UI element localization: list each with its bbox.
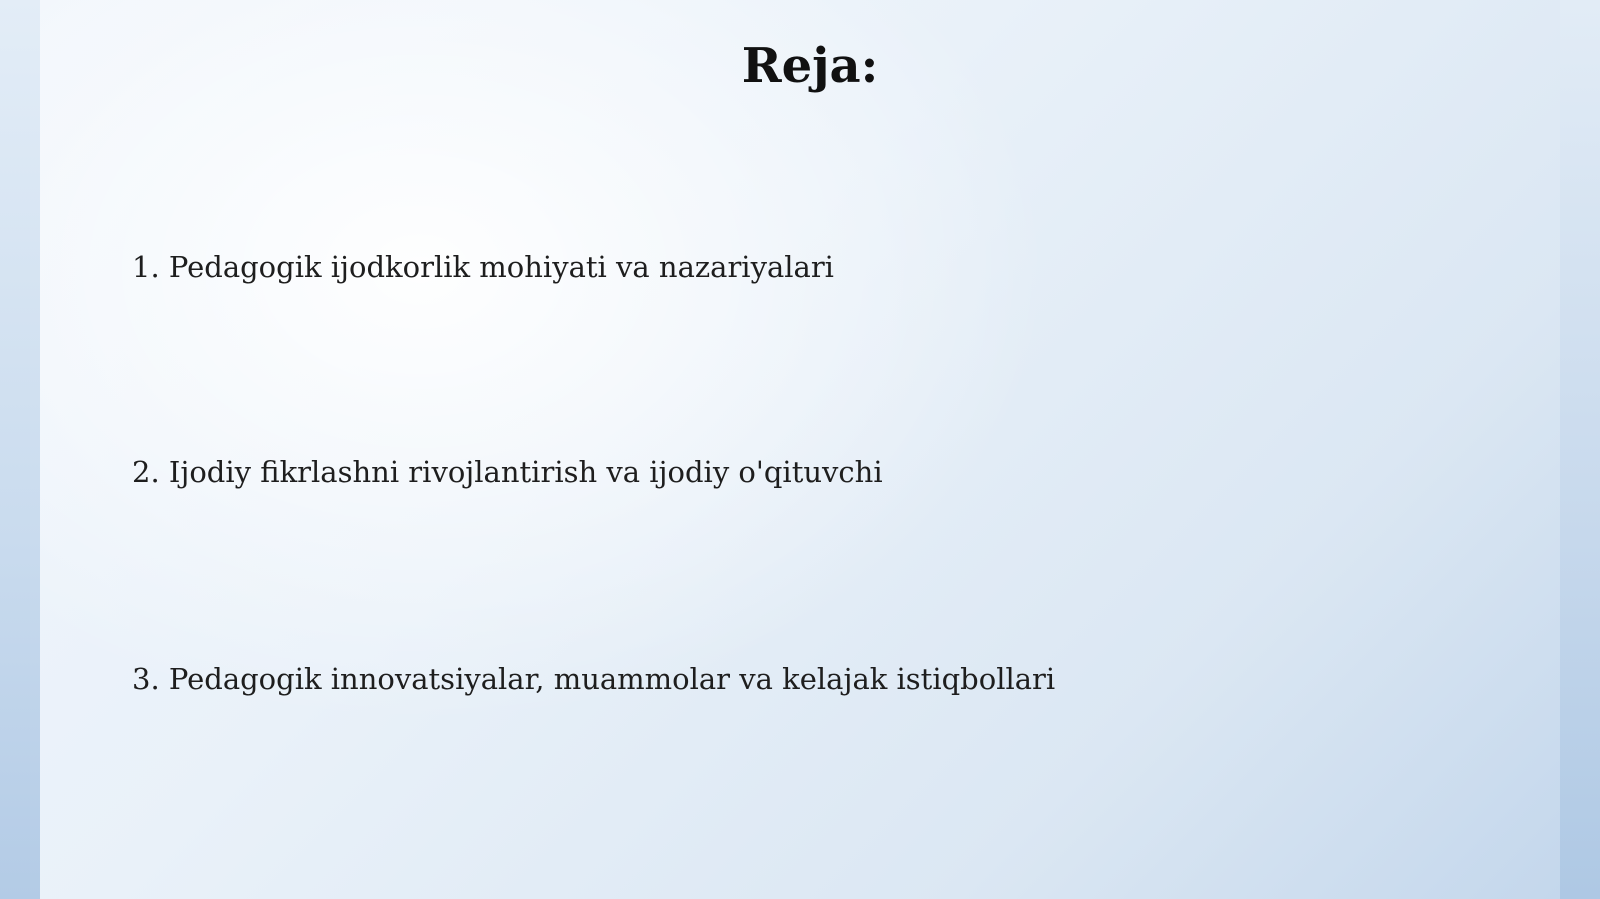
slide xyxy=(40,0,1560,899)
left-margin xyxy=(0,0,40,899)
plan-item-2: 2. Ijodiy fikrlashni rivojlantirish va ijodiy o'qituvchi xyxy=(132,455,883,489)
plan-item-1: 1. Pedagogik ijodkorlik mohiyati va nazariyalari xyxy=(132,250,834,284)
right-margin xyxy=(1560,0,1600,899)
plan-item-3: 3. Pedagogik innovatsiyalar, muammolar va kelajak istiqbollari xyxy=(132,662,1056,696)
slide-title: Reja: xyxy=(741,38,879,94)
